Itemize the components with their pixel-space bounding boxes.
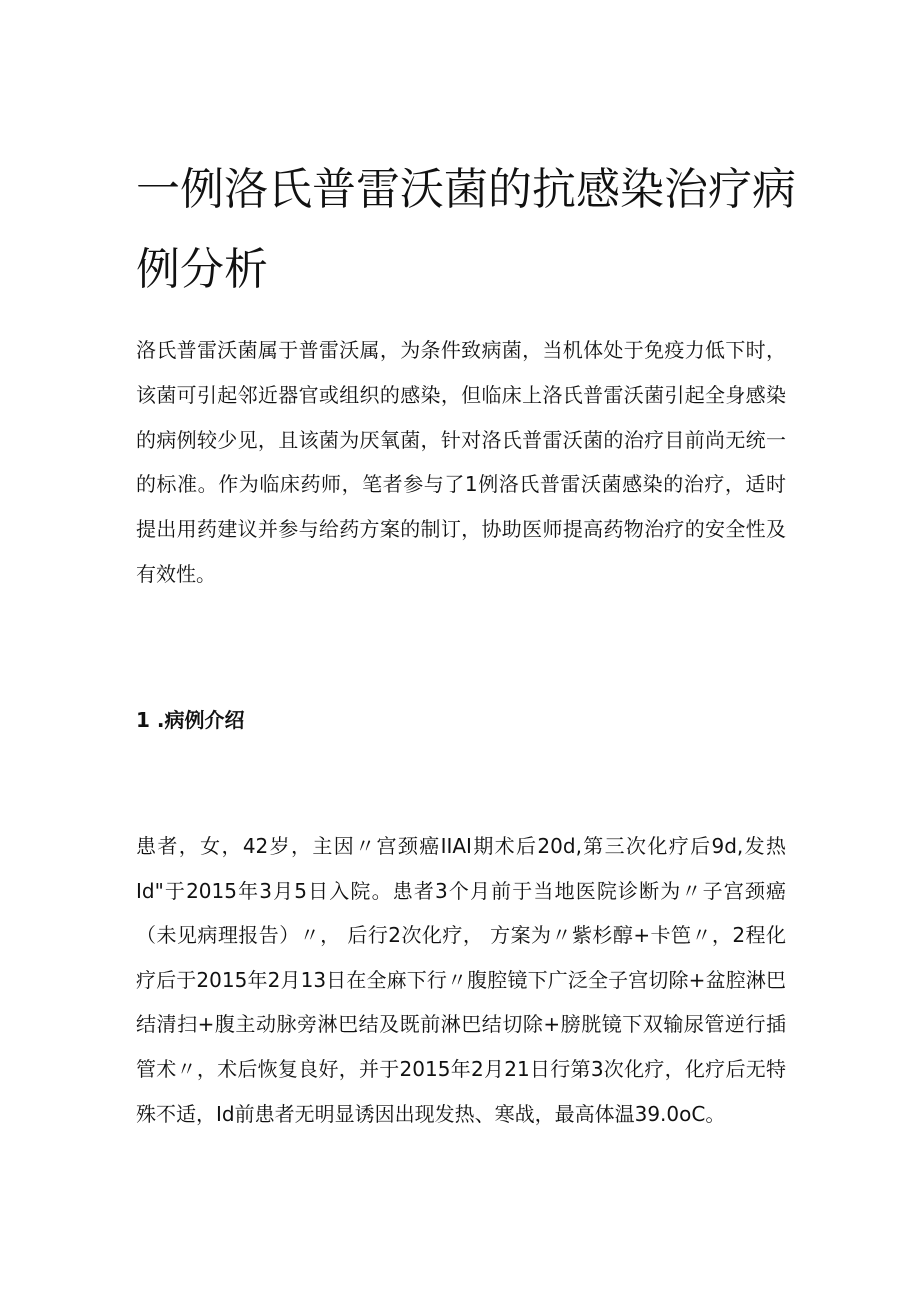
intro-paragraph: 洛氏普雷沃菌属于普雷沃属，为条件致病菌，当机体处于免疫力低下时，该菌可引起邻近器官或组织的感染，但临床上洛氏普雷沃菌引起全身感染的病例较少见，且该菌为厌氧菌，针对洛氏普雷沃菌的治疗目前尚无统一的标准。作为临床药师，笔者参与了1例洛氏普雷沃菌感染的治疗，适时提出用药建议并参与给药方案的制订，协助医师提高药物治疗的安全性及有效性。 <box>136 338 786 586</box>
section-heading-case-intro: 1 .病例介绍 <box>136 708 245 732</box>
case-paragraph: 患者，女，42岁，主因〃宫颈癌IIAI期术后20d,第三次化疗后9d,发热Id"于2015年3月5日入院。患者3个月前于当地医院诊断为〃子宫颈癌（未见病理报告）〃， 后行2次化疗， 方案为〃紫杉醇+卡笆〃，2程化疗后于2015年2月13日在全麻下行〃腹腔镜下广泛全子宫切除+盆腔淋巴结清扫+腹主动脉旁淋巴结及既前淋巴结切除+膀胱镜下双输尿管逆行插管术〃，术后恢复良好，并于2015年2月21日行第3次化疗，化疗后无特殊不适，Id前患者无明显诱因出现发热、寒战，最高体温39.0oC。 <box>136 834 786 1126</box>
document-title: 一例洛氏普雷沃菌的抗感染治疗病例分析 <box>136 164 796 295</box>
